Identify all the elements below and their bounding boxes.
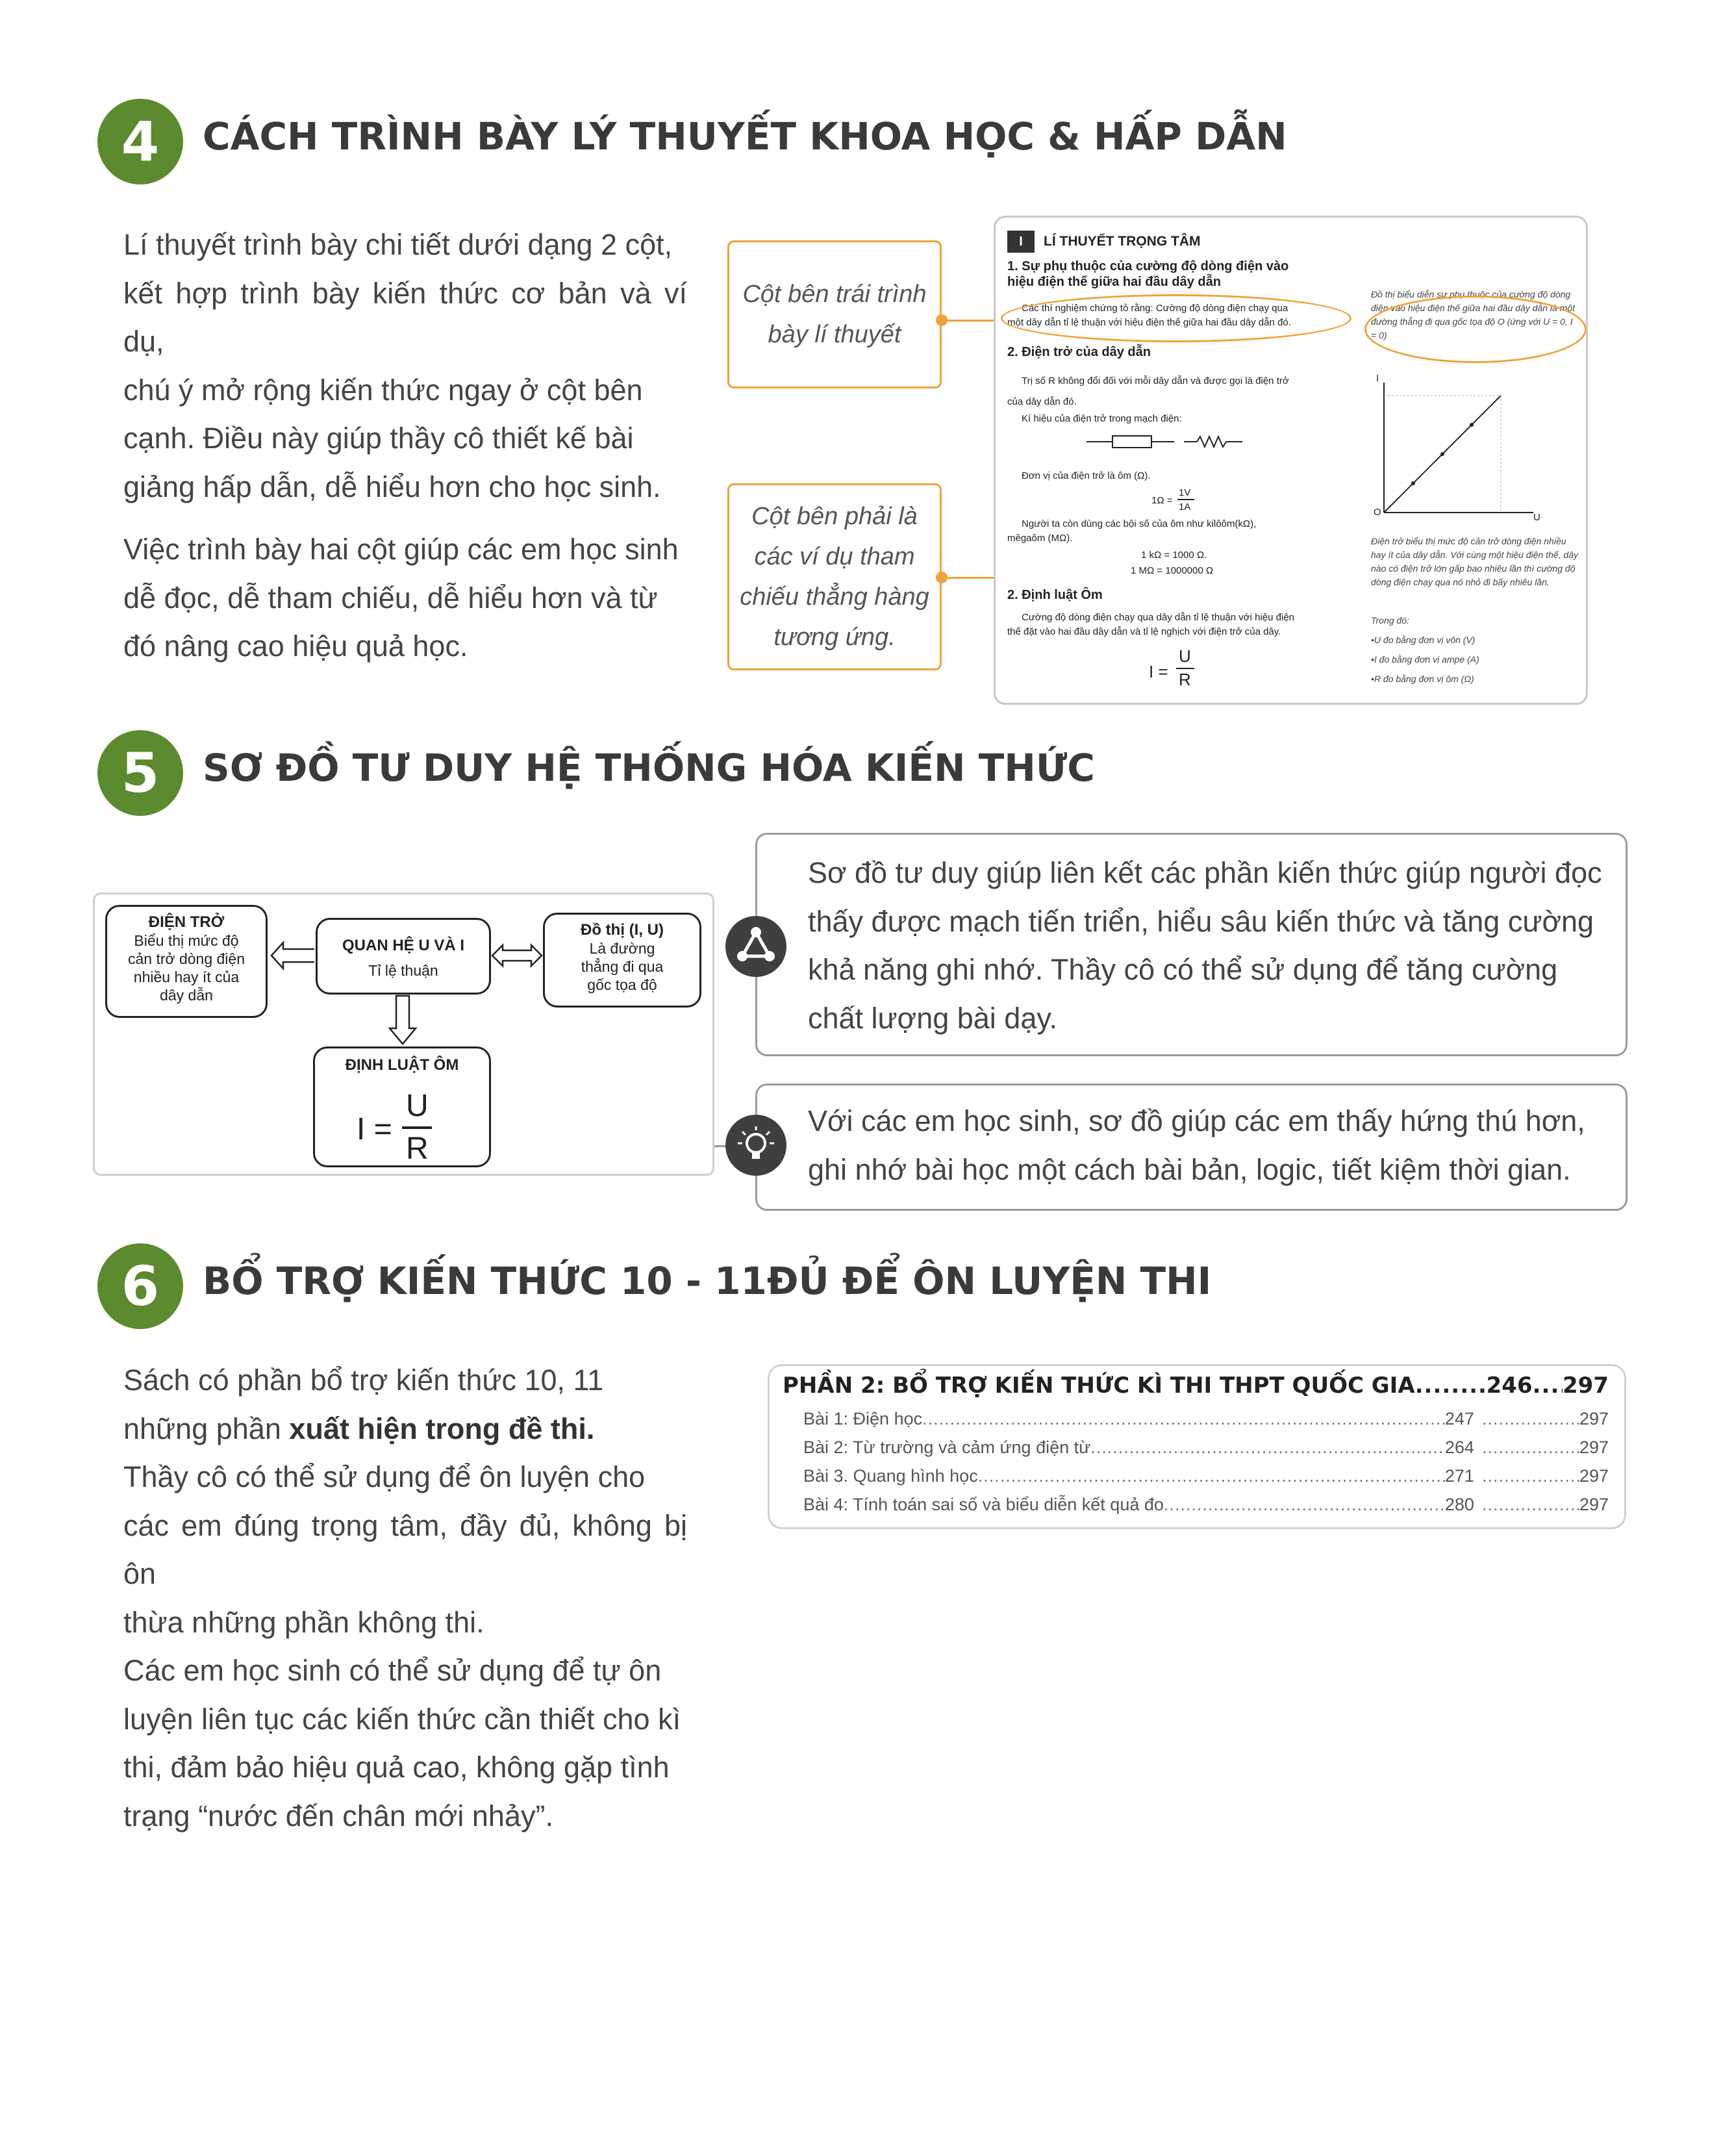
toc-row-end: 297 — [1579, 1409, 1609, 1428]
body-line: các em đúng trọng tâm, đầy đủ, không bị ôn — [123, 1508, 687, 1590]
theory-page-preview — [994, 216, 1588, 705]
toc-leader — [1482, 1438, 1579, 1458]
info-line: thấy được mạch tiến triển, hiểu sâu kiến thức và tăng cường — [808, 904, 1594, 938]
info-line: Sơ đồ tư duy giúp liên kết các phần kiến thức giúp người đọc — [808, 856, 1602, 889]
unit-u: •U đo bằng đơn vị vôn (V) — [1371, 635, 1476, 645]
toc-row[interactable] — [803, 1495, 1609, 1515]
ohm-law-lhs: I = — [1149, 662, 1168, 681]
toc-row-page: 280 — [1444, 1495, 1474, 1514]
node-text: cản trở dòng điện — [127, 950, 245, 967]
resistance-note: Điện trở biểu thị mức độ cản trở dòng điện nhiều hay ít của dây dẫn. Với cùng một hiệu điện thế, dây nào có điện trở lớn gấp bao nhiêu lần thì cường độ dòng điện chạy qua nó nhỏ đi bấy nhiêu lần. — [1371, 536, 1578, 587]
toc-leader — [978, 1466, 1445, 1486]
section-5-number: 5 — [97, 730, 183, 816]
section-6-body — [123, 1356, 687, 1840]
resistor-symbols — [1087, 432, 1255, 451]
body-line: thi, đảm bảo hiệu quả cao, không gặp tình — [123, 1751, 670, 1784]
node-text: Là đường — [589, 940, 655, 957]
node-text: thẳng đi qua — [581, 958, 664, 975]
toc-row-label: Bài 4: Tính toán sai số và biểu diễn kết quả đo — [803, 1495, 1164, 1514]
toc-leader — [1090, 1438, 1445, 1458]
ohm-def-num: 1V — [1179, 487, 1191, 498]
toc-leader — [1415, 1373, 1487, 1399]
body-line: Các em học sinh có thể sử dụng để tự ôn — [123, 1654, 662, 1687]
axis-origin-label: O — [1374, 507, 1381, 518]
mock-item2-multi: Người ta còn dùng các bội số của ôm như kilôôm(kΩ), — [1022, 518, 1257, 529]
mock-item2-k: 1 kΩ = 1000 Ω. — [1141, 550, 1207, 561]
mock-item2-title: 2. Điện trở của dây dẫn — [1007, 345, 1151, 359]
toc-row-label: Bài 1: Điện học — [803, 1409, 923, 1428]
mock-item1-text: Các thí nghiệm chứng tỏ rằng: Cường độ dòng điện chạy qua — [1022, 303, 1288, 314]
formula-num: U — [406, 1089, 429, 1123]
mock-item2-unit: Đơn vị của điện trở là ôm (Ω). — [1022, 470, 1151, 481]
node-title: QUAN HỆ U VÀ I — [342, 937, 464, 954]
node-text: Biểu thị mức độ — [134, 932, 239, 949]
body-line: kết hợp trình bày kiến thức cơ bản và ví dụ, — [123, 276, 687, 358]
body-line: luyện liên tục các kiến thức cần thiết cho kì — [123, 1702, 681, 1736]
node-text: gốc tọa độ — [587, 976, 657, 993]
toc-row-end: 297 — [1579, 1438, 1609, 1457]
ohm-def-lhs: 1Ω = — [1151, 495, 1173, 506]
node-text: Tỉ lệ thuận — [368, 962, 438, 979]
mindmap-info-box — [755, 833, 1627, 1056]
info-line: Với các em học sinh, sơ đồ giúp các em thấy hứng thú hơn, — [808, 1104, 1585, 1137]
body-line: dễ đọc, dễ tham chiếu, dễ hiểu hơn và từ — [123, 581, 658, 615]
node-text: nhiều hay ít của — [133, 969, 240, 985]
section-4-number: 4 — [97, 99, 183, 184]
axis-u-label: U — [1533, 512, 1540, 523]
ohm-law-den: R — [1179, 670, 1191, 689]
body-line: Sách có phần bổ trợ kiến thức 10, 11 — [123, 1363, 604, 1397]
mock-item2-text: Trị số R không đổi đối với mỗi dây dẫn và được gọi là điện trở — [1022, 375, 1289, 387]
ohm-law-num: U — [1179, 646, 1191, 666]
toc-heading-page: 246 — [1486, 1373, 1533, 1399]
body-line: thừa những phần không thi. — [123, 1605, 484, 1639]
mock-item2-text: của dây dẫn đó. — [1007, 396, 1077, 407]
toc-row-label: Bài 3. Quang hình học — [803, 1466, 978, 1486]
ui-graph — [1371, 376, 1540, 526]
body-line: Thầy cô có thể sử dụng để ôn luyện cho — [123, 1460, 646, 1493]
toc-row-label: Bài 2: Từ trường và cảm ứng điện từ — [803, 1438, 1091, 1457]
fraction-bar — [1176, 668, 1194, 669]
toc-row-page: 271 — [1444, 1466, 1474, 1486]
node-title: ĐIỆN TRỞ — [148, 913, 225, 931]
mock-item3-title: 2. Định luật Ôm — [1007, 588, 1103, 602]
body-line: giảng hấp dẫn, dễ hiểu hơn cho học sinh. — [123, 470, 661, 503]
body-line: đó nâng cao hiệu quả học. — [123, 629, 468, 663]
callout-line: các ví dụ tham — [754, 543, 915, 570]
highlight-ellipse — [1001, 294, 1351, 342]
formula-den: R — [406, 1132, 429, 1166]
student-info-box — [755, 1084, 1627, 1211]
body-line: Lí thuyết trình bày chi tiết dưới dạng 2 cột, — [123, 228, 673, 261]
mock-item2-symbol: Kí hiệu của điện trở trong mạch điện: — [1022, 413, 1182, 424]
body-line: trạng “nước đến chân mới nhảy”. — [123, 1799, 553, 1833]
callout-line: Cột bên trái trình — [742, 281, 927, 308]
fraction-bar — [1177, 499, 1194, 500]
section-badge: I — [1007, 231, 1035, 253]
mock-heading: LÍ THUYẾT TRỌNG TÂM — [1044, 234, 1201, 249]
toc-heading-end: 297 — [1563, 1373, 1609, 1399]
callout-right-column — [727, 483, 942, 670]
mock-item1-title: hiệu điện thế giữa hai đầu dây dẫn — [1007, 275, 1221, 289]
node-title: Đồ thị (I, U) — [581, 921, 664, 939]
info-line: khả năng ghi nhớ. Thầy cô có thể sử dụng để tăng cường — [808, 953, 1558, 986]
section-5-title: SƠ ĐỒ TƯ DUY HỆ THỐNG HÓA KIẾN THỨC — [203, 746, 1095, 790]
toc-row[interactable] — [803, 1438, 1609, 1458]
connector-line — [942, 320, 999, 322]
network-icon — [725, 916, 786, 977]
callout-line: bày lí thuyết — [768, 321, 901, 348]
body-emphasis: xuất hiện trong đề thi. — [289, 1412, 595, 1445]
callout-line: chiếu thẳng hàng — [740, 583, 929, 611]
callout-line: Cột bên phải là — [751, 503, 918, 530]
info-line: chất lượng bài dạy. — [808, 1001, 1058, 1035]
toc-leader — [1482, 1495, 1579, 1515]
toc-leader — [1164, 1495, 1445, 1515]
section-4-title: CÁCH TRÌNH BÀY LÝ THUYẾT KHOA HỌC & HẤP DẪN — [203, 114, 1287, 159]
toc-row[interactable] — [803, 1466, 1609, 1486]
toc-row-end: 297 — [1579, 1495, 1609, 1514]
info-line: ghi nhớ bài học một cách bài bản, logic, tiết kiệm thời gian. — [808, 1152, 1571, 1186]
body-line: chú ý mở rộng kiến thức ngay ở cột bên — [123, 373, 643, 407]
where-label: Trong đó: — [1371, 615, 1409, 626]
graph-note: Đồ thị biểu diễn sự phụ thuộc của cường độ dòng điện vào hiệu điện thế giữa hai đầu dây dẫn là một đường thẳng đi qua gốc tọa độ O (ứng với U = 0, I = 0) — [1371, 289, 1575, 340]
callout-left-column — [727, 240, 942, 388]
lightbulb-icon — [725, 1115, 786, 1176]
mind-map — [93, 893, 714, 1176]
mock-item2-multi: mêgaôm (MΩ). — [1007, 533, 1073, 544]
ohm-def-den: 1A — [1179, 501, 1191, 513]
toc-leader — [922, 1409, 1445, 1429]
mind-map-arrows — [95, 894, 716, 1178]
node-title: ĐỊNH LUẬT ÔM — [345, 1056, 459, 1074]
axis-i-label: I — [1376, 373, 1379, 384]
toc-heading — [783, 1373, 1609, 1399]
body-line: cạnh. Điều này giúp thầy cô thiết kế bài — [123, 422, 634, 455]
section-4-body — [123, 221, 687, 671]
body-line — [123, 1405, 687, 1454]
toc-leader — [1482, 1409, 1579, 1429]
toc-row-page: 247 — [1444, 1409, 1474, 1428]
toc-row-page: 264 — [1444, 1438, 1474, 1457]
section-6-title: BỔ TRỢ KIẾN THỨC 10 - 11ĐỦ ĐỂ ÔN LUYỆN THI — [203, 1259, 1212, 1303]
body-line: Việc trình bày hai cột giúp các em học sinh — [123, 533, 679, 566]
toc-row[interactable] — [803, 1409, 1609, 1429]
formula-lhs: I = — [357, 1112, 392, 1147]
callout-line: tương ứng. — [773, 624, 896, 651]
mock-item3-text: thế đặt vào hai đầu dây dẫn và tỉ lệ nghịch với điện trở của dây. — [1007, 626, 1281, 637]
highlight-ellipse — [1364, 296, 1587, 363]
mock-item2-m: 1 MΩ = 1000000 Ω — [1131, 565, 1214, 576]
body-text: những phần — [123, 1412, 290, 1445]
mock-item1-text: một dây dẫn tỉ lệ thuận với hiệu điện thế giữa hai đầu dây dẫn đó. — [1007, 317, 1291, 328]
node-text: dây dẫn — [160, 987, 213, 1004]
mock-item3-text: Cường độ dòng điện chạy qua dây dẫn tỉ lệ thuận với hiệu điện — [1022, 612, 1295, 623]
unit-i: •I đo bằng đơn vị ampe (A) — [1371, 654, 1479, 665]
toc-row-end: 297 — [1579, 1466, 1609, 1486]
table-of-contents — [768, 1364, 1626, 1529]
mock-item1-title: 1. Sự phụ thuộc của cường độ dòng điện vào — [1007, 259, 1289, 273]
section-6-number: 6 — [97, 1243, 183, 1329]
unit-r: •R đo bằng đơn vị ôm (Ω) — [1371, 674, 1474, 684]
toc-leader — [1533, 1373, 1563, 1399]
toc-leader — [1482, 1466, 1579, 1486]
toc-heading-label: PHẦN 2: BỔ TRỢ KIẾN THỨC KÌ THI THPT QUỐC GIA — [783, 1373, 1415, 1399]
